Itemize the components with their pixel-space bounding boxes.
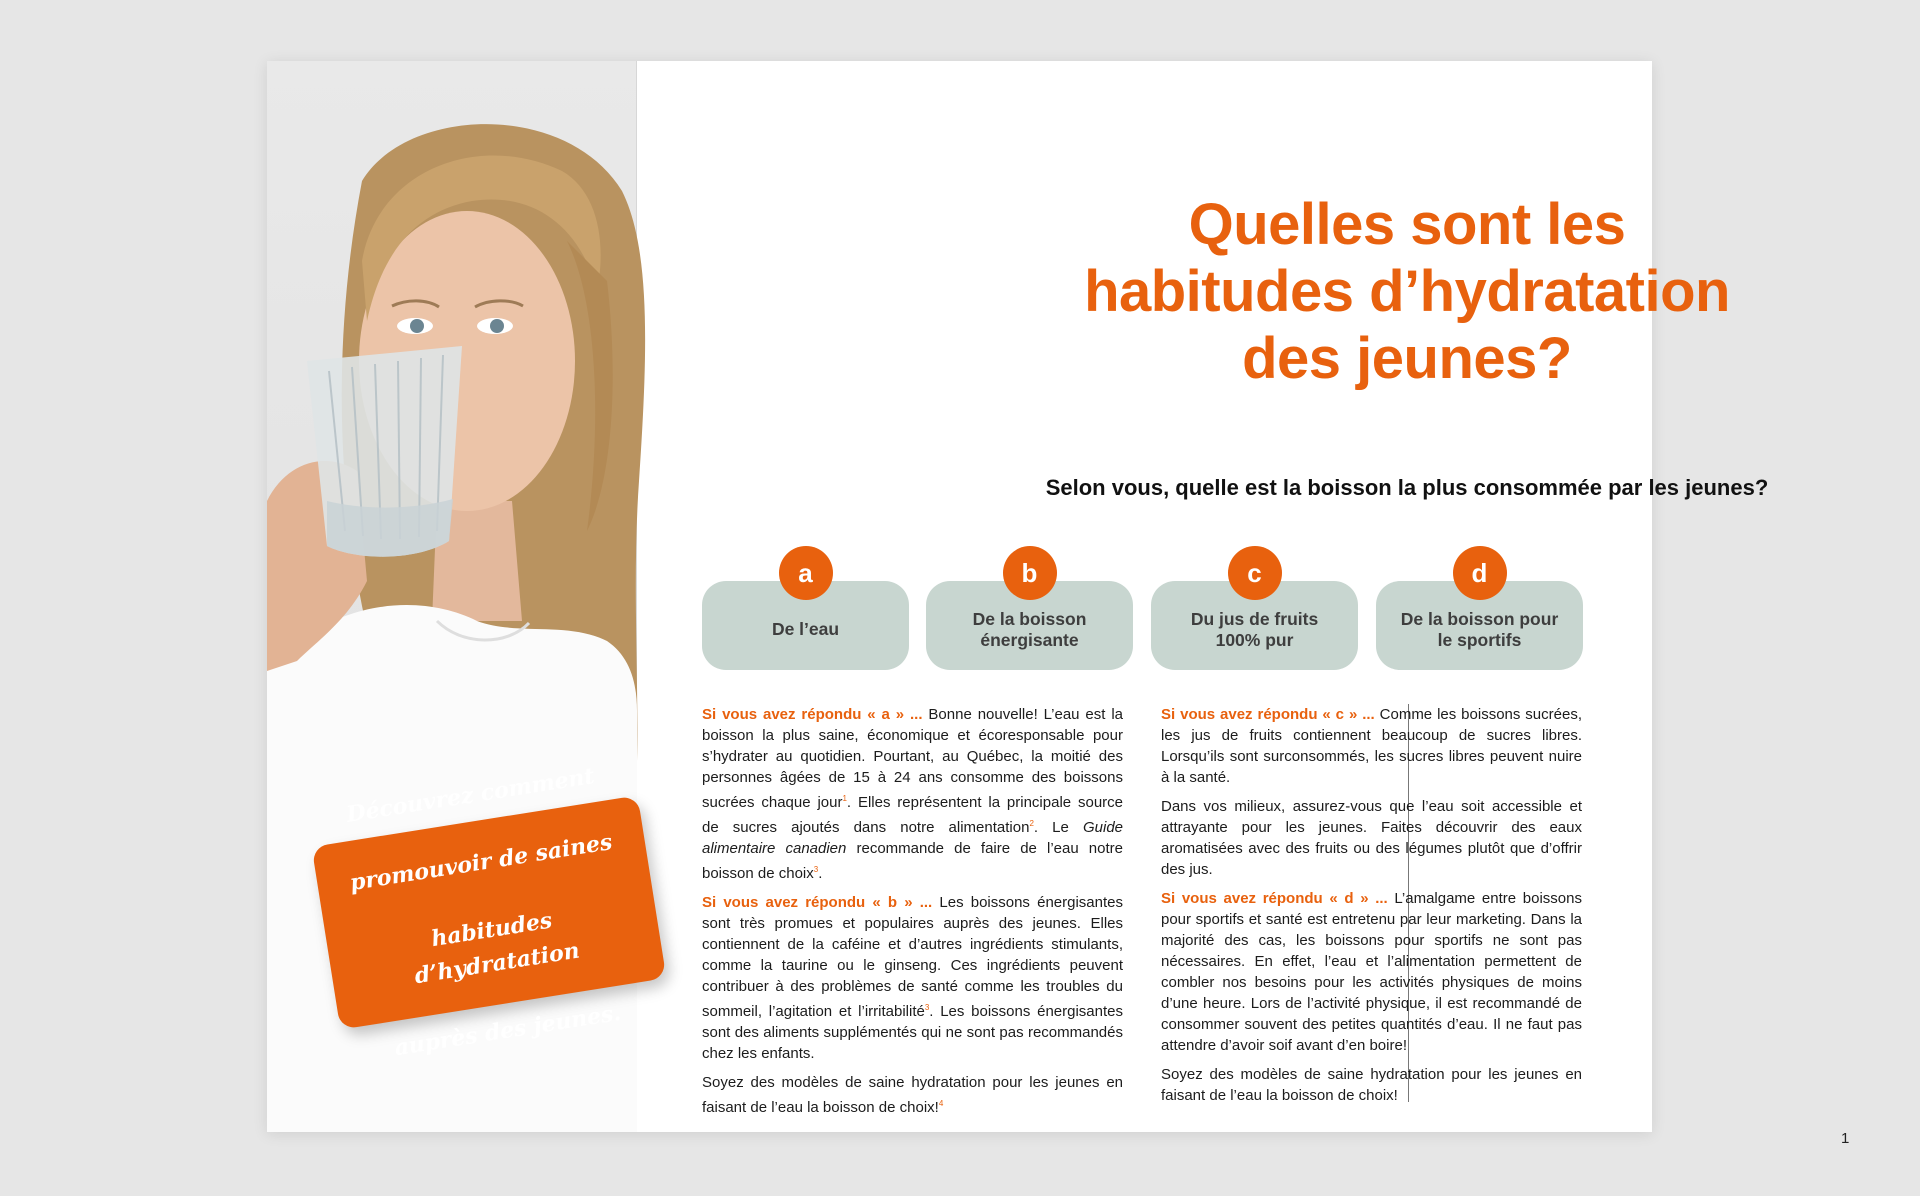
answer-a-lead: Si vous avez répondu « a » ... [702,706,923,723]
option-d-badge: d [1453,546,1507,600]
option-a-card [702,557,909,670]
answer-a-text-3: . Le [1033,819,1083,836]
left-closing-text: Soyez des modèles de saine hydratation pour les jeunes en faisant de l’eau la boisson de choix! [702,1074,1123,1116]
callout-banner [312,762,667,1061]
option-a-line-1: De l’eau [771,619,840,639]
answer-d-text-1: L’amalgame entre boissons pour sportifs et santé est entretenu par leur marketing. Dans la majorité des cas, les boissons pour sportifs ne sont pas nécessaires. En effet, l’eau et l’alimentation permettent de combler nos besoins pour les activités physiques de moins d’une heure. Lors de l’activité physique, il est recommandé de consommer souvent des petites quantités d’eau. Il ne faut pas attendre d’avoir soif avant d’en boire! [1161,890,1582,1054]
page-number: 1 [1841,1130,1850,1147]
answer-c-text-1: Comme les boissons sucrées, les jus de fruits contiennent beaucoup de sucres libres. Lorsqu’ils sont surconsommés, les sucres libres peuvent nuire à la santé. [1161,706,1582,786]
option-c-line-1: Du jus de fruits [1190,608,1319,629]
answer-d-paragraph [1161,888,1582,1056]
callout-text [326,756,651,1069]
answer-a-ref-1: 1 [842,794,847,803]
answer-a-paragraph [702,704,1123,884]
option-c-card [1151,557,1358,670]
title-line-3: des jeunes? [1242,326,1572,391]
answer-b-lead: Si vous avez répondu « b » ... [702,894,933,911]
answer-a-text-2: . Elles représentent la principale source de sucres ajoutés dans notre alimentation [702,794,1123,836]
callout-line-4: auprès des jeunes. [392,999,623,1061]
answer-a-text-4: recommande de faire de l’eau notre boisson de choix [702,840,1124,882]
answer-b-text-1: Les boissons énergisantes sont très promues et populaires auprès des jeunes. Elles contiennent de la caféine et d’autres ingrédients stimulants, comme la taurine ou le ginseng. Ces ingrédients peuvent contribuer à des problèmes de santé comme les troubles du sommeil, l’agitation et l’irritabilité [702,894,1123,1020]
option-d-line-2: le sportifs [1437,629,1522,650]
answer-b-paragraph [702,892,1123,1064]
answer-b-ref-1: 3 [924,1003,930,1012]
answer-c-paragraph [1161,704,1582,788]
option-b-line-1: De la boisson [972,608,1087,629]
option-c-badge: c [1228,546,1282,600]
right-closing-paragraph: Soyez des modèles de saine hydratation pour les jeunes en faisant de l’eau la boisson de choix! [1161,1066,1582,1104]
title-line-2: habitudes d’hydratation [1084,259,1730,324]
callout-line-2: promouvoir de saines [348,828,614,896]
option-d-line-1: De la boisson pour [1400,608,1559,629]
page-title [907,191,1907,392]
option-b-line-2: énergisante [980,629,1079,650]
option-d-card [1376,557,1583,670]
answer-c-followup: Dans vos milieux, assurez-vous que l’eau soit accessible et attrayante pour les jeunes. Faites découvrir des eaux aromatisées avec des fruits ou des légumes plutôt que d’offrir des jus. [1161,798,1582,878]
left-answer-column [702,704,1123,1126]
option-b-text [973,609,1087,651]
callout-line-3: habitudes d’hydratation [412,906,582,989]
option-c-line-2: 100% pur [1215,629,1294,650]
answer-b-text-2: . Les boissons énergisantes sont des aliments supplémentés qui ne sont pas recommandés chez les enfants. [702,1003,1124,1062]
answer-a-ref-3: 3 [813,865,819,874]
answer-d-lead: Si vous avez répondu « d » ... [1161,890,1388,907]
guide-alimentaire-title: Guide alimentaire canadien [702,819,1124,857]
option-b-card [926,557,1133,670]
option-d-text [1401,609,1559,651]
answer-a-text-5: . [818,865,823,882]
option-b-badge: b [1003,546,1057,600]
answer-a-text-1: Bonne nouvelle! L’eau est la boisson la plus saine, économique et écoresponsable pour s’hydrater au quotidien. Pourtant, au Québec, la moitié des personnes âgées de 15 à 24 ans consomme des boissons sucrées chaque jour [702,706,1123,811]
quiz-question: Selon vous, quelle est la boisson la plus consommée par les jeunes? [1045,475,1769,500]
option-a-text [772,619,839,640]
right-answer-column [1161,704,1582,1114]
option-a-badge: a [779,546,833,600]
title-line-1: Quelles sont les [1188,192,1626,257]
answer-c-lead: Si vous avez répondu « c » ... [1161,706,1375,723]
callout-line-1: Découvrez comment [344,762,597,828]
option-c-text [1191,609,1318,651]
answer-a-ref-2: 2 [1029,819,1034,828]
left-closing-paragraph [702,1072,1123,1118]
left-closing-ref: 4 [938,1099,944,1108]
